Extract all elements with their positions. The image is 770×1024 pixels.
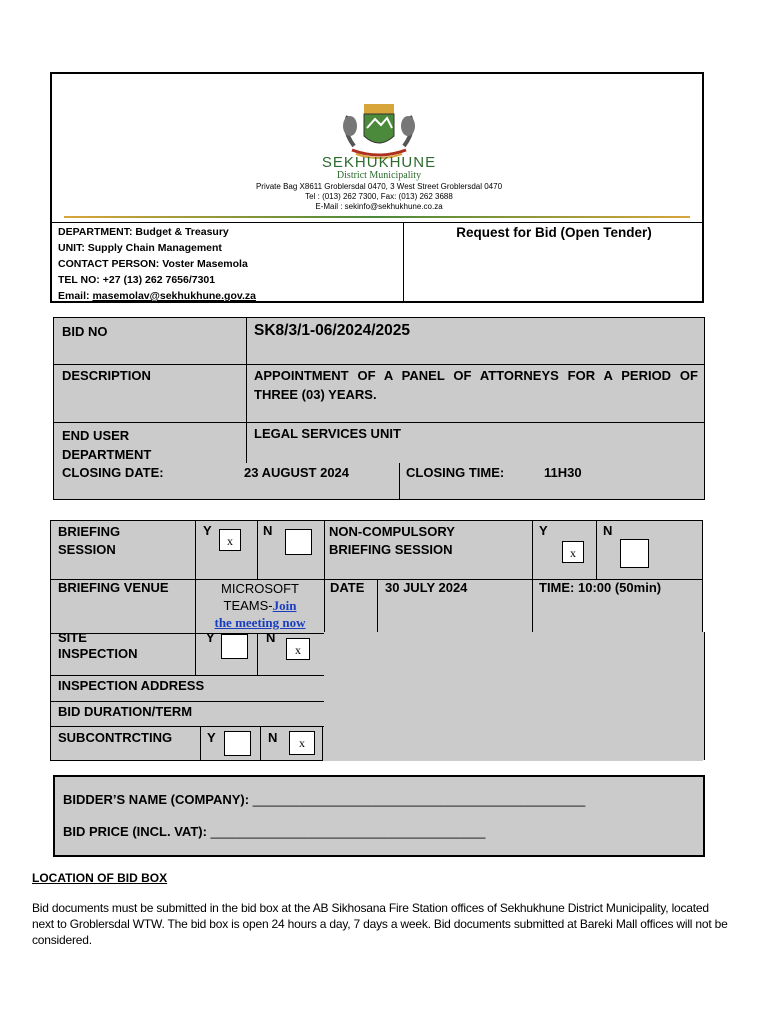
briefing-venue-value	[196, 580, 324, 631]
divider	[50, 760, 322, 761]
description-value: APPOINTMENT OF A PANEL OF ATTORNEYS FOR A PERIOD OF THREE (03) YEARS.	[254, 368, 698, 402]
bid-price-row	[63, 824, 485, 839]
briefing-venue-label: BRIEFING VENUE	[58, 580, 169, 595]
subcontracting-label: SUBCONTRCTING	[58, 730, 173, 745]
bid-no-value: SK8/3/1-06/2024/2025	[254, 322, 410, 339]
bid-price-line[interactable]: ______________________________________	[210, 824, 486, 839]
address: Private Bag X8611 Groblersdal 0470, 3 West Street Groblersdal 0470	[255, 182, 503, 191]
briefing-yes-checkbox[interactable]: x	[219, 529, 241, 551]
email-label: Email:	[58, 290, 93, 302]
venue-text-teams: TEAMS-	[223, 598, 273, 613]
briefing-y-label: Y	[203, 523, 212, 538]
briefing-n-label: N	[263, 523, 273, 538]
join-meeting-link[interactable]: Join	[272, 598, 297, 613]
subcontracting-yes-checkbox[interactable]	[224, 731, 251, 756]
subcontracting-y-label: Y	[207, 730, 216, 745]
divider	[50, 701, 325, 702]
description-label: DESCRIPTION	[62, 368, 151, 383]
noncompulsory-yes-checkbox[interactable]: x	[562, 541, 584, 563]
request-title: Request for Bid (Open Tender)	[456, 225, 652, 240]
join-meeting-link-cont[interactable]: the meeting now	[214, 615, 306, 630]
bidder-name-line[interactable]: ______________________________________________	[252, 792, 586, 807]
site-y-label: Y	[206, 630, 215, 645]
location-heading: LOCATION OF BID BOX	[32, 871, 168, 885]
inspection-address-label: INSPECTION ADDRESS	[58, 678, 205, 693]
bid-duration-label: BID DURATION/TERM	[58, 704, 193, 719]
divider	[50, 675, 325, 676]
site-inspection-label: SITE INSPECTION	[58, 630, 138, 661]
divider	[200, 726, 201, 760]
divider	[532, 521, 533, 633]
divider	[54, 364, 704, 365]
briefing-right-blank	[324, 632, 705, 760]
divider	[50, 726, 325, 727]
bid-info-table	[53, 317, 705, 500]
closing-date-label: CLOSING DATE:	[62, 465, 164, 480]
closing-date-value: 23 AUGUST 2024	[244, 465, 350, 480]
org-subtitle: District Municipality	[336, 170, 422, 181]
divider	[322, 726, 323, 761]
bidder-box	[53, 775, 705, 857]
end-user-value: LEGAL SERVICES UNIT	[254, 426, 401, 441]
divider	[257, 633, 258, 675]
site-n-label: N	[266, 630, 276, 645]
phone: Tel : (013) 262 7300, Fax: (013) 262 3688	[305, 192, 453, 201]
noncompulsory-n-label: N	[603, 523, 613, 538]
noncompulsory-y-label: Y	[539, 523, 548, 538]
bid-price-label: BID PRICE (INCL. VAT):	[63, 824, 211, 839]
divider	[54, 422, 704, 423]
divider	[246, 318, 247, 463]
bid-no-label: BID NO	[62, 324, 108, 339]
venue-text-1: MICROSOFT	[221, 581, 299, 596]
letterhead	[50, 72, 704, 303]
date-value: 30 JULY 2024	[385, 580, 468, 595]
header-rule	[64, 216, 690, 218]
divider	[52, 222, 704, 223]
divider	[399, 463, 400, 499]
date-label: DATE	[330, 580, 365, 595]
department: DEPARTMENT: Budget & Treasury	[58, 226, 229, 238]
org-name: SEKHUKHUNE	[321, 154, 437, 171]
email: E-Mail : sekinfo@sekhukhune.co.za	[315, 202, 443, 211]
divider	[260, 726, 261, 760]
noncompulsory-no-checkbox[interactable]	[620, 539, 649, 568]
location-body: Bid documents must be submitted in the bid box at the AB Sikhosana Fire Station offices of Sekhukhune District Municipality, located next to Groblersdal WTW. The bid box is open 24 hours a day, 7 days a week. Bid documents submitted at Bareki Mall offices will not be considered.	[32, 901, 728, 947]
contact-email	[58, 290, 256, 302]
site-yes-checkbox[interactable]	[221, 634, 248, 659]
closing-time-label: CLOSING TIME:	[406, 465, 505, 480]
closing-time-value: 11H30	[544, 465, 582, 480]
noncompulsory-label: NON-COMPULSORY BRIEFING SESSION	[329, 524, 455, 557]
tel-no: TEL NO: +27 (13) 262 7656/7301	[58, 274, 216, 286]
unit: UNIT: Supply Chain Management	[58, 242, 222, 254]
venue-text-2	[196, 597, 324, 614]
divider	[50, 521, 51, 761]
bidder-name-label: BIDDER’S NAME (COMPANY):	[63, 792, 253, 807]
site-no-checkbox[interactable]: x	[286, 638, 310, 660]
subcontracting-no-checkbox[interactable]: x	[289, 731, 315, 755]
subcontracting-n-label: N	[268, 730, 278, 745]
venue-text-3	[196, 614, 324, 631]
time-value: TIME: 10:00 (50min)	[539, 580, 662, 595]
email-link[interactable]: masemolav@sekhukhune.gov.za	[92, 290, 256, 302]
divider	[324, 521, 325, 633]
divider	[596, 521, 597, 579]
divider	[702, 521, 703, 633]
divider	[377, 579, 378, 633]
briefing-no-checkbox[interactable]	[285, 529, 312, 555]
bidder-name-row	[63, 792, 585, 807]
divider	[257, 521, 258, 579]
briefing-session-label: BRIEFING SESSION	[58, 524, 121, 557]
contact-person: CONTACT PERSON: Voster Masemola	[58, 258, 248, 270]
end-user-label: END USER DEPARTMENT	[62, 428, 152, 462]
